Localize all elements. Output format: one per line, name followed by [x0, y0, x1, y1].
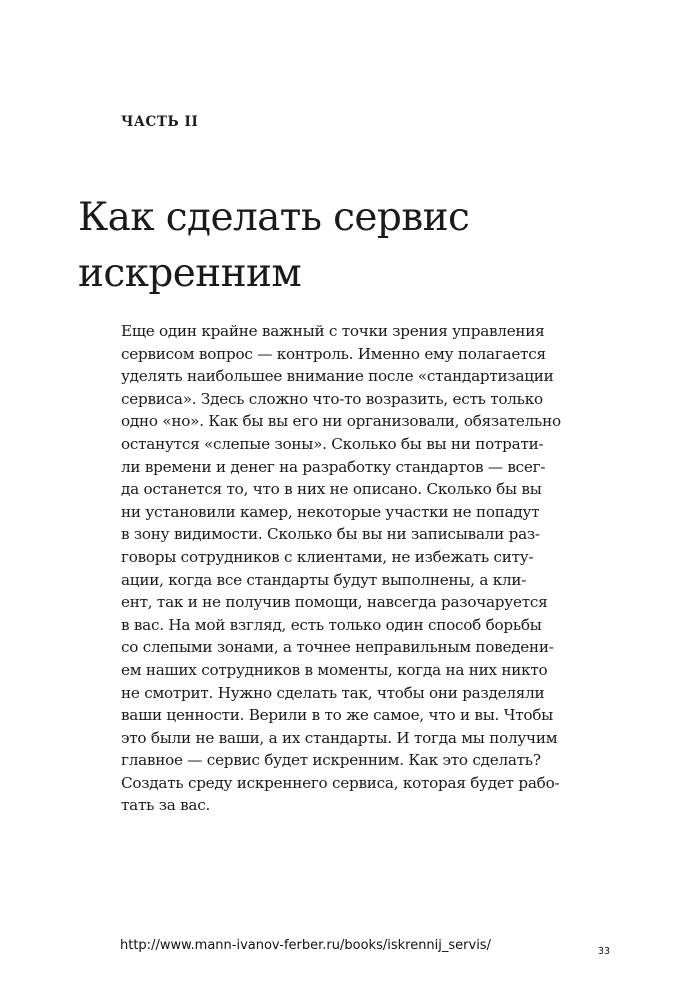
body-line: сервиса». Здесь сложно что-то возразить, есть только	[121, 389, 543, 408]
body-line: говоры сотрудников с клиентами, не избежать ситу-	[121, 547, 534, 566]
body-line: Еще один крайне важный с точки зрения управления	[121, 322, 545, 340]
body-line: ваши ценности. Верили в то же самое, что и вы. Чтобы	[121, 706, 553, 725]
chapter-title-line: Как сделать сервис	[78, 195, 470, 240]
body-line: главное — сервис будет искренним. Как это сделать?	[121, 751, 541, 770]
body-line: Создать среду искреннего сервиса, которая будет рабо-	[121, 773, 560, 792]
body-line: одно «но». Как бы вы его ни организовали, обязательно	[121, 412, 561, 431]
body-line: ации, когда все стандарты будут выполнены, а кли-	[121, 570, 527, 589]
body-paragraph	[121, 320, 591, 817]
body-line: это были не ваши, а их стандарты. И тогда мы получим	[121, 728, 558, 747]
body-line: уделять наибольшее внимание после «стандартизации	[121, 367, 554, 386]
part-label: ЧАСТЬ II	[121, 114, 199, 130]
body-line: ем наших сотрудников в моменты, когда на них никто	[121, 660, 548, 679]
body-line: останутся «слепые зоны». Сколько бы вы ни потрати-	[121, 434, 544, 453]
footer-url-link[interactable]: http://www.mann-ivanov-ferber.ru/books/iskrennij_servis/	[120, 938, 491, 953]
body-line: в зону видимости. Сколько бы вы ни записывали раз-	[121, 525, 540, 544]
page-number: 33	[598, 946, 611, 957]
body-line: да останется то, что в них не описано. Сколько бы вы	[121, 480, 542, 499]
body-line: не смотрит. Нужно сделать так, чтобы они разделяли	[121, 683, 545, 702]
body-line: ни установили камер, некоторые участки не попадут	[121, 502, 540, 521]
body-line: тать за вас.	[121, 796, 211, 815]
body-line: ли времени и денег на разработку стандартов — всег-	[121, 457, 546, 476]
chapter-title	[78, 190, 638, 302]
chapter-title-line: искренним	[78, 251, 302, 296]
body-line: сервисом вопрос — контроль. Именно ему полагается	[121, 344, 546, 363]
body-line: ент, так и не получив помощи, навсегда разочаруется	[121, 593, 548, 612]
body-line: в вас. На мой взгляд, есть только один способ борьбы	[121, 615, 542, 634]
body-line: со слепыми зонами, а точнее неправильным поведени-	[121, 638, 554, 657]
